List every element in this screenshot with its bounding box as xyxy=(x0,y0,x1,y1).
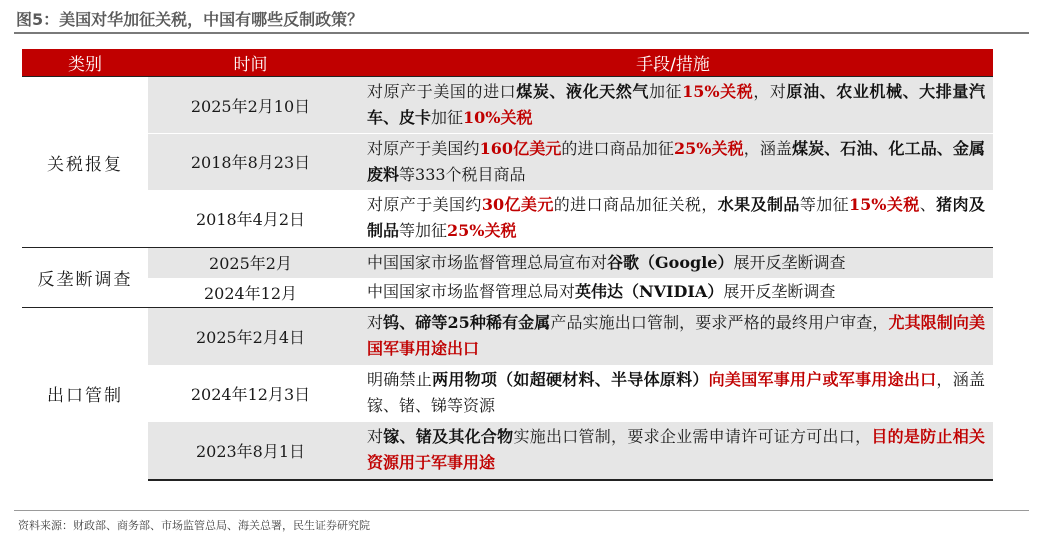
measure-text: 的进口商品加征 xyxy=(561,138,674,158)
measure-text: 展开反垄断调查 xyxy=(733,252,846,272)
highlight-red-text: 尤其限制向美国军事用途出口 xyxy=(367,313,985,359)
measure-cell xyxy=(353,134,993,190)
date-cell: 2023年8月1日 xyxy=(148,422,353,480)
highlight-bold-text: 煤炭、液化天然气 xyxy=(516,82,649,101)
measure-cell xyxy=(353,422,993,480)
measure-text: 加征 xyxy=(431,108,464,127)
date-cell: 2024年12月3日 xyxy=(190,384,311,404)
highlight-bold-text: 猪肉及制品 xyxy=(367,195,985,241)
measure-text: 的进口商品加征关税， xyxy=(553,195,718,215)
measure-text: 中国国家市场监督管理总局对 xyxy=(367,282,576,302)
measure-text: ，涵盖 xyxy=(743,138,792,158)
measure-cell xyxy=(353,278,993,308)
measure-text: 对 xyxy=(367,427,384,446)
measure-text: 中国国家市场监督管理总局宣布对 xyxy=(367,252,608,272)
table-row xyxy=(22,365,993,422)
date-cell: 2025年2月 xyxy=(148,248,353,278)
measure-text: 展开反垄断调查 xyxy=(723,282,836,302)
measure-cell xyxy=(353,308,993,365)
table-row xyxy=(22,134,993,190)
measure-text: 实施出口管制，要求企业需申请许可证方可出口， xyxy=(513,427,872,446)
highlight-red-text: 目的是防止相关资源用于军事用途 xyxy=(367,427,985,472)
figure-title: 图5：美国对华加征关税，中国有哪些反制政策？ xyxy=(16,10,364,29)
highlight-red-text: 25%关税 xyxy=(674,138,744,158)
measure-text: 、 xyxy=(919,195,937,215)
highlight-bold-text: 谷歌（Google） xyxy=(607,252,734,272)
title-divider xyxy=(14,32,1029,34)
measure-text: 对原产于美国约 xyxy=(367,195,482,215)
table-row xyxy=(22,422,993,480)
measure-cell xyxy=(353,77,993,134)
highlight-red-text: 30亿美元 xyxy=(481,195,554,215)
header-category: 类别 xyxy=(22,49,148,77)
measure-text: ，对 xyxy=(753,82,787,101)
measure-text: 等333个税目商品 xyxy=(399,164,526,184)
date-cell: 2025年2月4日 xyxy=(148,308,353,365)
category-cell: 出口管制 xyxy=(22,308,148,480)
category-cell: 反垄断调查 xyxy=(22,248,148,308)
date-cell: 2024年12月 xyxy=(203,283,298,303)
source-note: 资料来源：财政部、商务部、市场监管总局、海关总署，民生证券研究院 xyxy=(18,519,370,532)
measure-text: 等加征 xyxy=(799,195,850,215)
date-cell: 2018年4月2日 xyxy=(195,209,306,229)
table-row xyxy=(22,77,993,134)
measure-text: 等加征 xyxy=(399,221,448,241)
table-row xyxy=(22,308,993,365)
highlight-bold-text: 英伟达（NVIDIA） xyxy=(575,282,724,302)
highlight-red-text: 15%关税 xyxy=(849,195,920,215)
highlight-red-text: 25%关税 xyxy=(447,221,517,241)
measure-text: 产品实施出口管制，要求严格的最终用户审查， xyxy=(550,313,889,333)
highlight-bold-text: 原油、农业机械、大排量汽车、皮卡 xyxy=(367,82,985,127)
highlight-bold-text: 两用物项（如超硬材料、半导体原料） xyxy=(432,370,709,389)
table-header-row xyxy=(22,49,993,77)
table-row xyxy=(22,190,993,248)
measure-cell xyxy=(353,365,993,422)
countermeasures-table xyxy=(22,49,993,481)
header-measure: 手段/措施 xyxy=(353,49,993,77)
highlight-red-text: 15%关税 xyxy=(682,82,754,101)
highlight-red-text: 向美国军事用户或军事用途出口 xyxy=(708,370,937,389)
highlight-bold-text: 镓、锗及其化合物 xyxy=(383,427,514,446)
date-cell: 2018年8月23日 xyxy=(148,134,353,190)
highlight-red-text: 160亿美元 xyxy=(479,138,562,158)
category-cell: 关税报复 xyxy=(22,77,148,248)
date-cell: 2025年2月10日 xyxy=(148,77,353,134)
table-row xyxy=(22,248,993,278)
table-row xyxy=(22,278,993,308)
highlight-bold-text: 钨、碲等25种稀有金属 xyxy=(383,313,551,333)
measure-text: 明确禁止 xyxy=(367,370,433,389)
measure-cell xyxy=(353,190,993,248)
source-divider xyxy=(14,510,1029,511)
measure-text: ，涵盖镓、锗、锑等资源 xyxy=(367,370,985,415)
measure-text: 对 xyxy=(367,313,384,333)
highlight-bold-text: 煤炭、石油、化工品、金属废料 xyxy=(367,138,985,184)
measure-text: 加征 xyxy=(648,82,683,101)
measure-text: 对原产于美国的进口 xyxy=(367,82,517,101)
highlight-red-text: 10%关税 xyxy=(463,108,533,127)
header-date: 时间 xyxy=(148,49,353,77)
measure-cell xyxy=(353,248,993,278)
highlight-bold-text: 水果及制品 xyxy=(717,195,800,215)
measure-text: 对原产于美国约 xyxy=(367,138,480,158)
